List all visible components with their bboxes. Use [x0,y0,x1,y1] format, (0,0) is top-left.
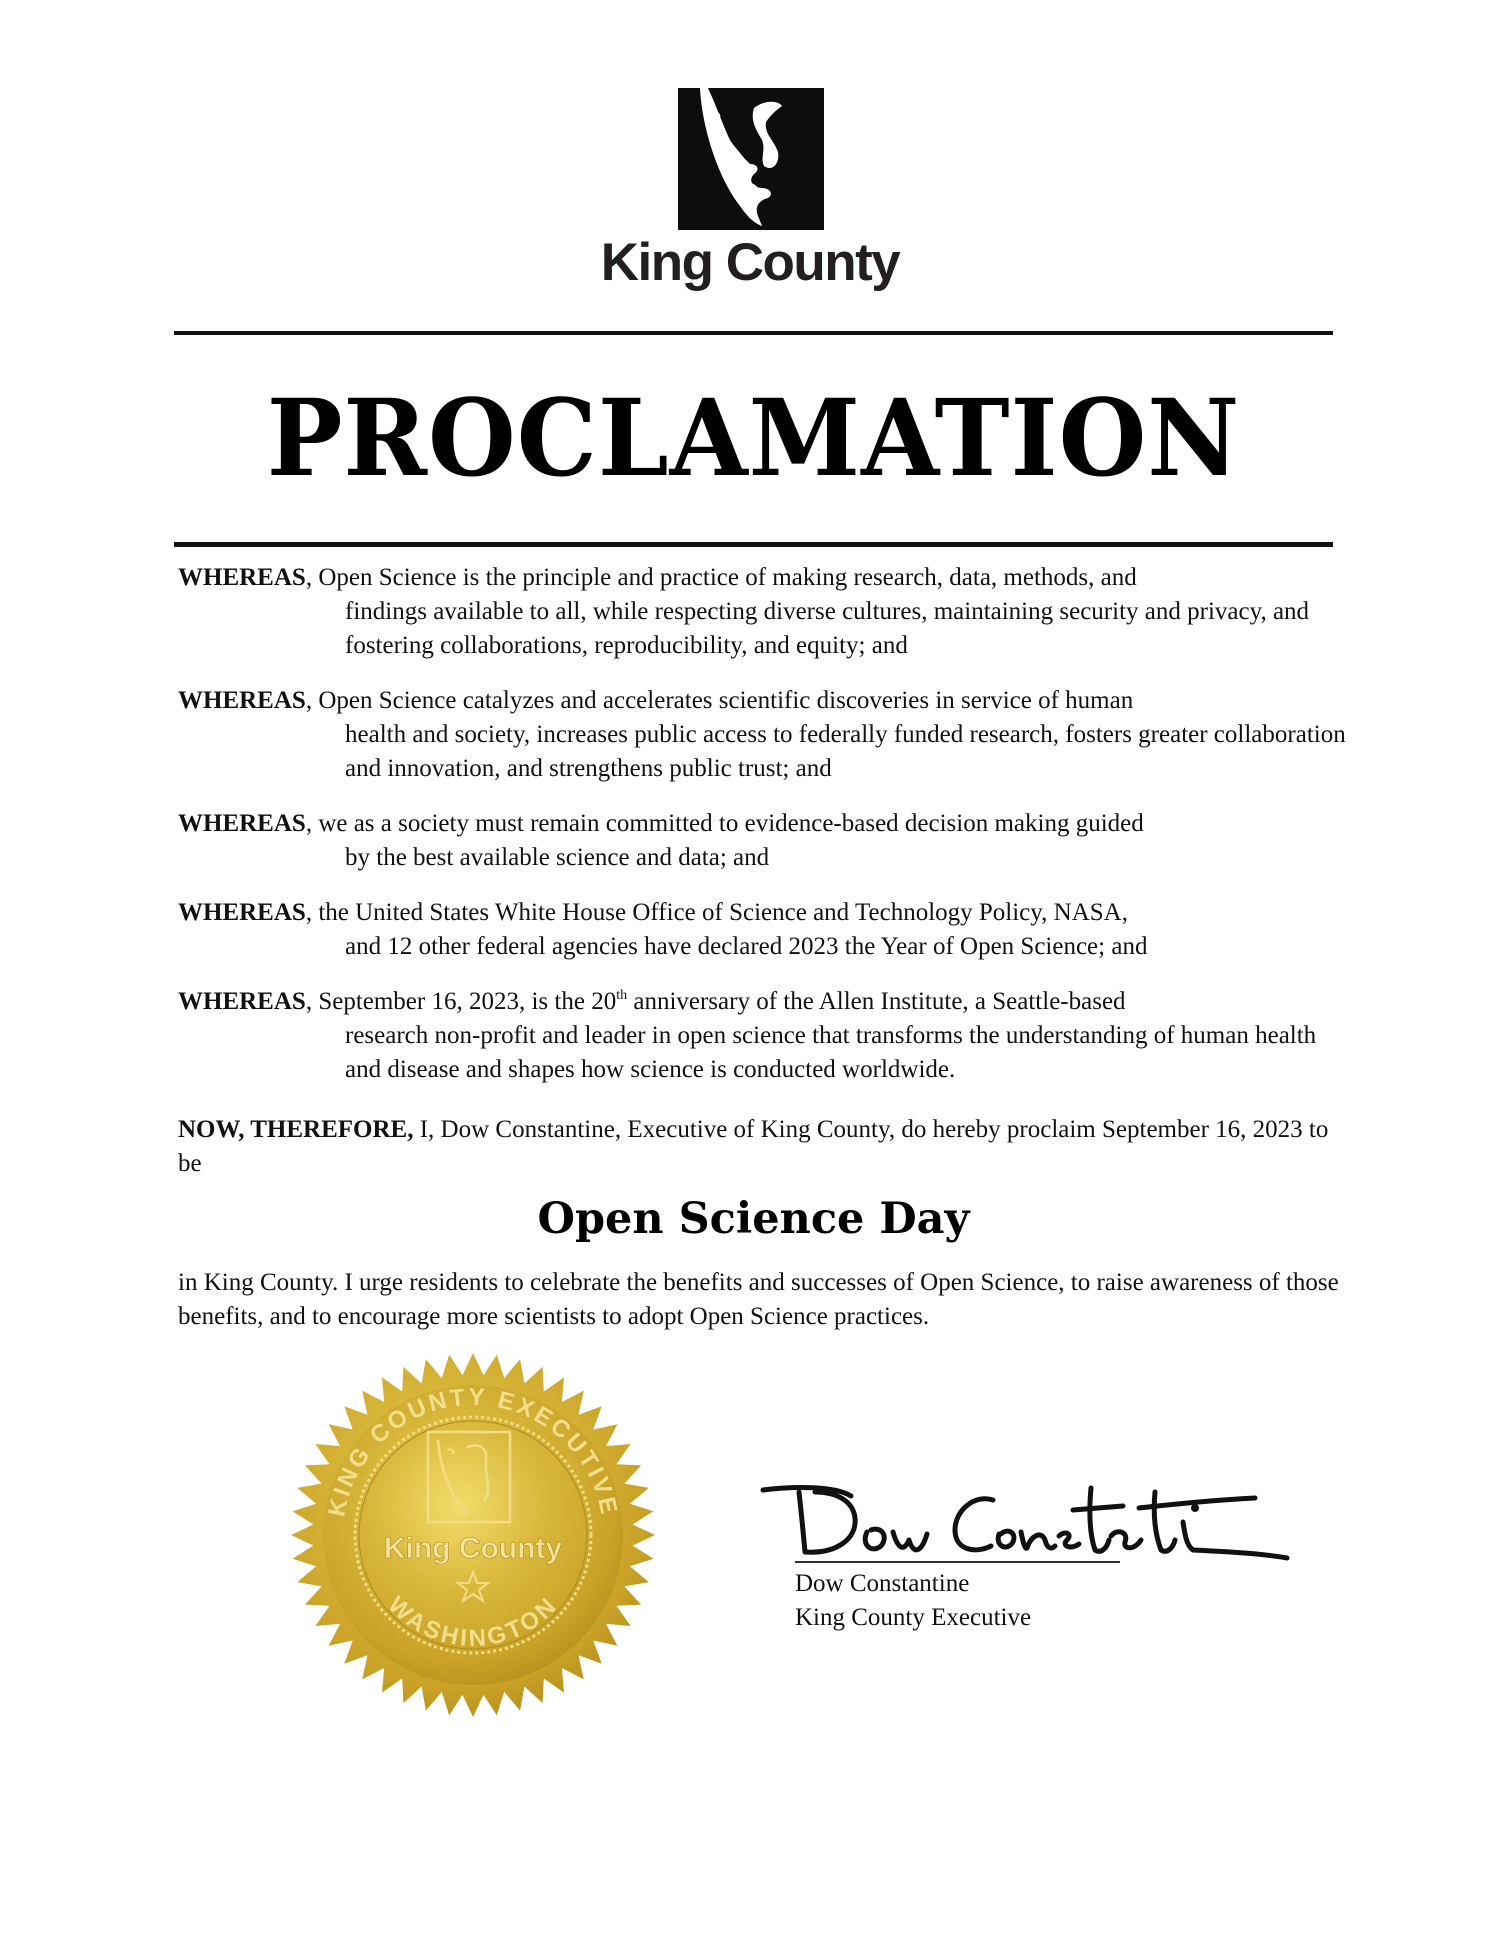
clause-continuation: and 12 other federal agencies have declared 2023 the Year of Open Science; and [345,933,1148,960]
page-title: PROCLAMATION [266,375,1241,500]
whereas-clause [178,985,1348,1087]
signer-title: King County Executive [795,1604,1032,1631]
clause-keyword: WHEREAS [178,564,306,591]
clause-keyword: WHEREAS [178,899,306,926]
whereas-clause [178,807,1348,875]
clause-continuation: health and society, increases public access to federally funded research, fosters greater collaboration and innovation, and strengthens public trust; and [345,721,1346,782]
therefore-text: I, Dow Constantine, Executive of King County, do hereby proclaim September 16, 2023 to be [178,1116,1329,1177]
therefore-keyword: NOW, THEREFORE, [178,1116,414,1143]
king-county-logo-icon [678,88,824,230]
ordinal-suffix: th [616,988,628,1003]
handwritten-signature [755,1470,1295,1570]
therefore-clause [178,1113,1348,1181]
clause-text: , the United States White House Office of Science and Technology Policy, NASA, [305,899,1128,926]
gold-seal-icon [288,1350,658,1720]
closing-paragraph: in King County. I urge residents to celebrate the benefits and successes of Open Science, to raise awareness of those benefits, and to encourage more scientists to adopt Open Science practices. [178,1269,1339,1330]
seal-top-text: KING COUNTY EXECUTIVE [323,1383,623,1519]
clause-text: , September 16, 2023, is the 20 [305,988,617,1015]
clause-text: , we as a society must remain committed to evidence-based decision making guided [305,810,1144,837]
clause-keyword: WHEREAS [178,988,306,1015]
signature-line [795,1561,1120,1563]
whereas-clause [178,561,1348,663]
clause-keyword: WHEREAS [178,687,306,714]
seal-bottom-text: WASHINGTON [382,1591,564,1653]
proclaimed-day-title: Open Science Day [537,1194,970,1244]
clause-continuation: findings available to all, while respecting diverse cultures, maintaining security and privacy, and fostering collaborations, reproducibility, and equity; and [345,598,1310,659]
clause-continuation: research non-profit and leader in open science that transforms the understanding of human health and disease and shapes how science is conducted worldwide. [345,1022,1317,1083]
clause-text: , Open Science is the principle and practice of making research, data, methods, and [305,564,1137,591]
clause-continuation: by the best available science and data; and [345,844,770,871]
org-name: King County [600,233,900,292]
whereas-clause [178,684,1348,786]
whereas-clause [178,896,1348,964]
clause-text: , Open Science catalyzes and accelerates scientific discoveries in service of human [305,687,1134,714]
seal-center-text: King County [383,1532,563,1565]
signer-name: Dow Constantine [795,1570,970,1597]
top-divider [174,331,1333,335]
bottom-divider [174,542,1333,547]
clause-text: anniversary of the Allen Institute, a Seattle-based [627,988,1126,1015]
clause-keyword: WHEREAS [178,810,306,837]
